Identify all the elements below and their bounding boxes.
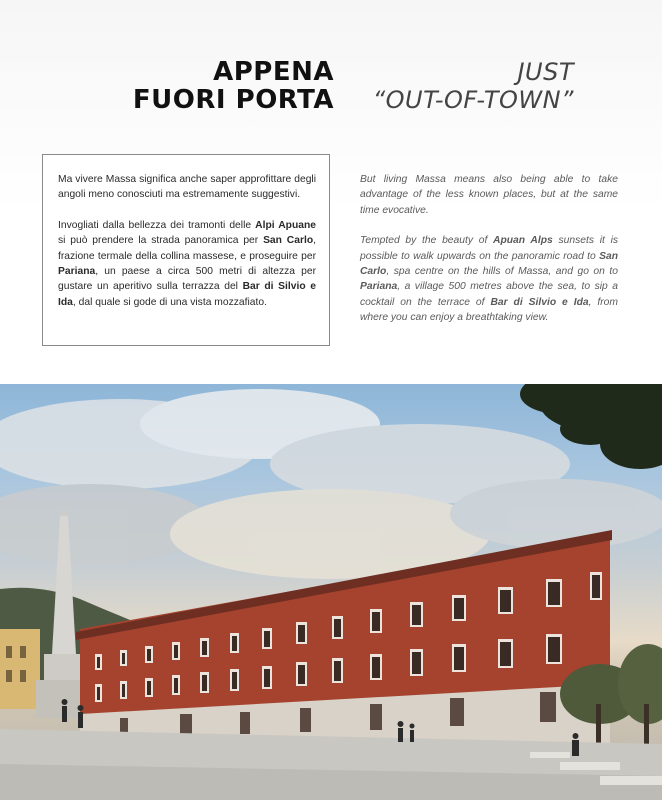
english-text-run: , a village 500 metres above the sea, to sip a cocktail on the terrace of [360, 281, 618, 308]
title-english-line2: “OUT-OF-TOWN” [372, 86, 574, 114]
title-english-line1: JUST [517, 58, 574, 86]
english-text-run: sunsets it is possible to walk upwards on the panoramic road to [360, 235, 619, 262]
italian-text [58, 172, 316, 310]
english-text-run: , spa centre on the hills of Massa, and go on to [386, 266, 618, 278]
italian-text-run: si può prendere la strada panoramica per [58, 235, 264, 247]
italian-bold-alpi-apuane: Alpi Apuane [255, 219, 317, 231]
title-italian [133, 58, 334, 114]
title-italian-line1: APPENA [213, 57, 334, 87]
italian-text-run: , un paese a circa 500 metri di altezza per gustare un aperitivo sulla terrazza del [58, 266, 316, 293]
piazza-illustration [0, 384, 662, 800]
piazza-photo [0, 384, 662, 800]
italian-text-run: , dal quale si gode di una vista mozzafiato. [72, 296, 267, 308]
english-bold-bar: Bar di Silvio e Ida [490, 296, 589, 308]
italian-bold-pariana: Pariana [58, 266, 96, 278]
left-building [0, 629, 40, 709]
italian-text-run: , frazione termale della collina massese, e proseguire per [58, 235, 316, 262]
english-text-run: , from where you can enjoy a breathtaking view. [360, 296, 618, 324]
english-text [360, 172, 618, 326]
english-bold-apuan-alps: Apuan Alps [493, 235, 553, 247]
italian-bold-san-carlo: San Carlo [263, 235, 314, 247]
italian-bold-bar: Bar di Silvio e Ida [58, 281, 316, 308]
english-paragraph-1: But living Massa means also being able to take advantage of the less known places, but at the same time evocative. [360, 174, 618, 216]
english-bold-san-carlo: San Carlo [360, 250, 618, 278]
italian-text-run: Invogliati dalla bellezza dei tramonti delle [58, 219, 256, 231]
english-bold-pariana: Pariana [360, 281, 398, 293]
title-italian-line2: FUORI PORTA [132, 85, 334, 115]
english-paragraph-2 [360, 233, 618, 325]
title-english [364, 58, 574, 114]
italian-paragraph-2 [58, 218, 316, 310]
english-text-run: Tempted by the beauty of [360, 235, 494, 247]
italian-paragraph-1: Ma vivere Massa significa anche saper approfittare degli angoli meno conosciuti ma estremamente suggestivi. [58, 174, 316, 201]
